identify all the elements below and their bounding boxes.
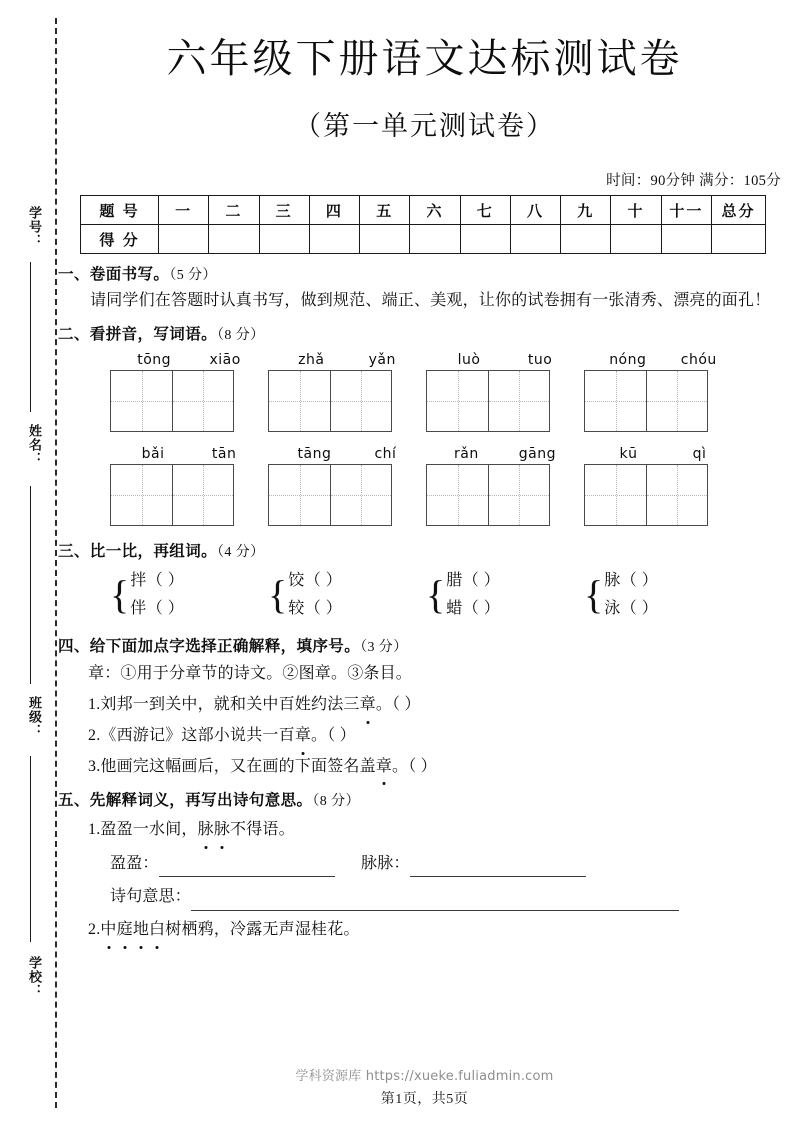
score-input-cell[interactable] <box>661 225 711 254</box>
character-cell[interactable] <box>646 371 707 431</box>
character-grid-box[interactable] <box>110 464 234 526</box>
character-grid-box[interactable] <box>268 370 392 432</box>
pinyin-label <box>110 446 268 464</box>
character-grid-box[interactable] <box>268 464 392 526</box>
margin-label-name: 姓名： <box>27 424 42 466</box>
compare-word-top[interactable]: 脉（ ） <box>604 571 659 589</box>
pinyin-grid-row-1 <box>58 352 793 432</box>
pinyin-label <box>110 352 268 370</box>
compare-words-row <box>58 567 793 623</box>
pinyin-grid-unit <box>110 352 268 432</box>
item-answer-bracket[interactable]: 。（ ） <box>311 726 356 744</box>
pinyin-syllable: tuo <box>527 352 553 369</box>
pinyin-syllable: tōng <box>137 352 172 369</box>
character-cell[interactable] <box>172 465 233 525</box>
score-table-cell: 一 <box>159 196 209 225</box>
word-1-label: 盈盈： <box>110 854 159 872</box>
pinyin-grid-unit <box>268 446 426 526</box>
pinyin-label <box>268 446 426 464</box>
character-cell[interactable] <box>427 371 488 431</box>
pinyin-grid-unit <box>426 446 584 526</box>
pinyin-syllable: yǎn <box>368 352 396 369</box>
item-number: 2. <box>88 726 101 744</box>
curly-brace-icon: { <box>426 571 446 617</box>
curly-brace-icon: { <box>584 571 604 617</box>
section-3-points: （4 分） <box>217 545 265 561</box>
poem-text-post: 不得语。 <box>230 820 295 838</box>
character-cell[interactable] <box>269 371 330 431</box>
poem-emphasized-word: 脉脉 <box>198 821 230 838</box>
pinyin-syllable: kū <box>619 446 638 463</box>
pinyin-grid-unit <box>584 352 742 432</box>
pinyin-syllable: tāng <box>297 446 332 463</box>
character-cell[interactable] <box>427 465 488 525</box>
score-input-cell[interactable] <box>360 225 410 254</box>
section-3-heading: 三、比一比，再组词。 <box>58 543 218 561</box>
item-number: 3. <box>88 757 101 775</box>
compare-word-group <box>426 567 584 623</box>
compare-word-bottom[interactable]: 泳（ ） <box>604 599 659 617</box>
score-table-row-label: 得 分 <box>81 225 159 254</box>
pinyin-label <box>426 446 584 464</box>
item-text-pre: 他画完这幅画后，又在画的下面签名盖 <box>100 757 376 775</box>
pinyin-grid-row-2 <box>58 446 793 526</box>
emphasized-character: 章 <box>376 754 392 781</box>
pinyin-syllable: qì <box>692 446 707 463</box>
emphasized-character: 章 <box>295 723 311 750</box>
margin-label-school: 学校： <box>27 956 42 998</box>
page-number: 第1页，共5页 <box>380 1092 469 1107</box>
character-cell[interactable] <box>330 465 391 525</box>
score-input-cell[interactable] <box>309 225 359 254</box>
character-grid-box[interactable] <box>584 370 708 432</box>
margin-label-class: 班级： <box>27 696 42 738</box>
score-table-cell: 四 <box>309 196 359 225</box>
character-cell[interactable] <box>330 371 391 431</box>
curly-brace-icon: { <box>110 571 130 617</box>
character-grid-box[interactable] <box>584 464 708 526</box>
pinyin-syllable: xiāo <box>209 352 241 369</box>
pinyin-syllable: nóng <box>609 352 647 369</box>
score-input-cell[interactable] <box>510 225 560 254</box>
section-2-points: （8 分） <box>217 328 265 344</box>
compare-word-group <box>110 567 268 623</box>
pinyin-syllable: chí <box>374 446 397 463</box>
score-input-cell[interactable] <box>159 225 209 254</box>
section-1-body: 请同学们在答题时认真书写，做到规范、端正、美观，让你的试卷拥有一张清秀、漂亮的面孔！ <box>90 292 771 310</box>
section-3 <box>56 540 793 622</box>
character-cell[interactable] <box>488 371 549 431</box>
section-4 <box>56 635 793 781</box>
score-input-cell[interactable] <box>259 225 309 254</box>
margin-label-student-id: 学号： <box>27 206 42 248</box>
compare-word-group <box>584 567 742 623</box>
page-title: 六年级下册语文达标测试卷 <box>166 36 683 81</box>
score-input-cell[interactable] <box>410 225 460 254</box>
pinyin-syllable: bǎi <box>141 446 165 463</box>
score-table <box>80 195 766 254</box>
word-2-answer-blank[interactable] <box>410 862 586 877</box>
left-margin-strip <box>0 0 56 1122</box>
item-number: 2. <box>88 921 101 939</box>
item-number: 1. <box>88 820 101 838</box>
compare-word-bottom[interactable]: 伴（ ） <box>130 599 185 617</box>
meaning-label: 诗句意思： <box>110 888 192 906</box>
character-cell[interactable] <box>585 371 646 431</box>
section-5 <box>56 789 793 944</box>
watermark-text: 学科资源库 https://xueke.fuliadmin.com <box>295 1069 554 1084</box>
compare-word-group <box>268 567 426 623</box>
compare-word-top[interactable]: 拌（ ） <box>130 571 185 589</box>
character-grid-box[interactable] <box>426 370 550 432</box>
curly-brace-icon: { <box>268 571 288 617</box>
pinyin-syllable: zhǎ <box>298 352 325 369</box>
meaning-answer-blank[interactable] <box>191 896 679 911</box>
section-3-title <box>58 540 793 563</box>
character-cell[interactable] <box>585 465 646 525</box>
character-cell[interactable] <box>172 371 233 431</box>
page-subtitle: （第一单元测试卷） <box>294 111 555 141</box>
character-cell[interactable] <box>269 465 330 525</box>
item-answer-bracket[interactable]: 。（ ） <box>375 695 421 713</box>
poem-emphasized-phrase: 中庭地白树栖鸦 <box>100 921 213 938</box>
section-5-heading: 五、先解释词义，再写出诗句意思。 <box>58 792 313 810</box>
pinyin-label <box>584 352 742 370</box>
compare-word-top[interactable]: 腊（ ） <box>446 571 501 589</box>
score-input-cell[interactable] <box>561 225 611 254</box>
item-text-pre: 《西游记》这部小说共一百 <box>100 726 295 744</box>
table-row-scores <box>81 225 766 254</box>
character-cell[interactable] <box>111 465 172 525</box>
margin-rule-2 <box>30 486 31 684</box>
section-1-heading: 一、卷面书写。 <box>58 266 170 283</box>
pinyin-syllable: rǎn <box>454 446 479 463</box>
section-4-heading: 四、给下面加点字选择正确解释，填序号。 <box>58 637 361 655</box>
item-text-pre: 刘邦一到关中，就和关中百姓约法三 <box>100 695 360 713</box>
compare-word-bottom[interactable]: 蜡（ ） <box>446 599 501 617</box>
score-input-cell[interactable] <box>460 225 510 254</box>
pinyin-syllable: tān <box>211 446 237 463</box>
item-answer-bracket[interactable]: 。（ ） <box>392 757 437 775</box>
score-input-cell-total[interactable] <box>712 225 766 254</box>
score-table-cell-total: 总分 <box>712 196 766 225</box>
character-grid-box[interactable] <box>110 370 234 432</box>
pinyin-grid-unit <box>426 352 584 432</box>
character-cell[interactable] <box>646 465 707 525</box>
pinyin-syllable: luò <box>457 352 481 369</box>
character-cell[interactable] <box>488 465 549 525</box>
section-4-definitions: 章：①用于分章节的诗文。②图章。③条目。 <box>88 664 413 682</box>
section-5-word-definitions <box>58 851 793 878</box>
score-table-row-label: 题 号 <box>81 196 159 225</box>
section-4-points: （3 分） <box>360 639 408 655</box>
pinyin-grid-unit <box>268 352 426 432</box>
table-row-question-numbers <box>81 196 766 225</box>
poem-text-post: ，冷露无声湿桂花。 <box>213 921 360 939</box>
compare-word-top[interactable]: 饺（ ） <box>288 571 343 589</box>
item-number: 1. <box>88 695 101 713</box>
section-5-title <box>58 789 793 812</box>
page-footer <box>56 1065 793 1108</box>
character-cell[interactable] <box>111 371 172 431</box>
word-1-answer-blank[interactable] <box>159 862 335 877</box>
section-1 <box>56 263 793 314</box>
section-1-title <box>58 263 793 286</box>
pinyin-label <box>426 352 584 370</box>
section-1-points: （5 分） <box>169 268 217 283</box>
section-4-item[interactable] <box>58 723 793 750</box>
exam-meta-info: 时间：90分钟 满分：105分 <box>606 173 781 189</box>
emphasized-character: 章 <box>360 692 376 719</box>
pinyin-label <box>584 446 742 464</box>
score-table-cell: 五 <box>360 196 410 225</box>
score-table-cell: 十 <box>611 196 661 225</box>
word-2-label: 脉脉： <box>361 854 410 872</box>
section-2-heading: 二、看拼音，写词语。 <box>58 326 218 344</box>
pinyin-grid-unit <box>584 446 742 526</box>
section-2 <box>56 323 793 526</box>
margin-rule-1 <box>30 262 31 412</box>
score-table-cell: 三 <box>259 196 309 225</box>
poem-text-pre: 盈盈一水间， <box>100 820 198 838</box>
section-5-item-2-poem <box>58 917 793 944</box>
compare-word-bottom[interactable]: 较（ ） <box>288 599 343 617</box>
section-4-item[interactable] <box>58 754 793 781</box>
section-2-title <box>58 323 793 346</box>
score-table-cell: 八 <box>510 196 560 225</box>
section-4-item[interactable] <box>58 692 793 719</box>
score-table-cell: 六 <box>410 196 460 225</box>
exam-paper-body <box>56 0 793 1122</box>
score-table-cell: 九 <box>561 196 611 225</box>
section-4-title <box>58 635 793 658</box>
score-table-cell: 二 <box>209 196 259 225</box>
section-5-points: （8 分） <box>312 794 360 810</box>
pinyin-grid-unit <box>110 446 268 526</box>
margin-rule-3 <box>30 756 31 942</box>
score-table-cell: 十一 <box>661 196 711 225</box>
pinyin-syllable: gāng <box>518 446 556 463</box>
score-input-cell[interactable] <box>611 225 661 254</box>
pinyin-syllable: chóu <box>680 352 717 369</box>
section-5-item-1-poem <box>58 817 793 844</box>
score-input-cell[interactable] <box>209 225 259 254</box>
score-table-cell: 七 <box>460 196 510 225</box>
section-5-meaning-row <box>58 884 793 911</box>
character-grid-box[interactable] <box>426 464 550 526</box>
pinyin-label <box>268 352 426 370</box>
